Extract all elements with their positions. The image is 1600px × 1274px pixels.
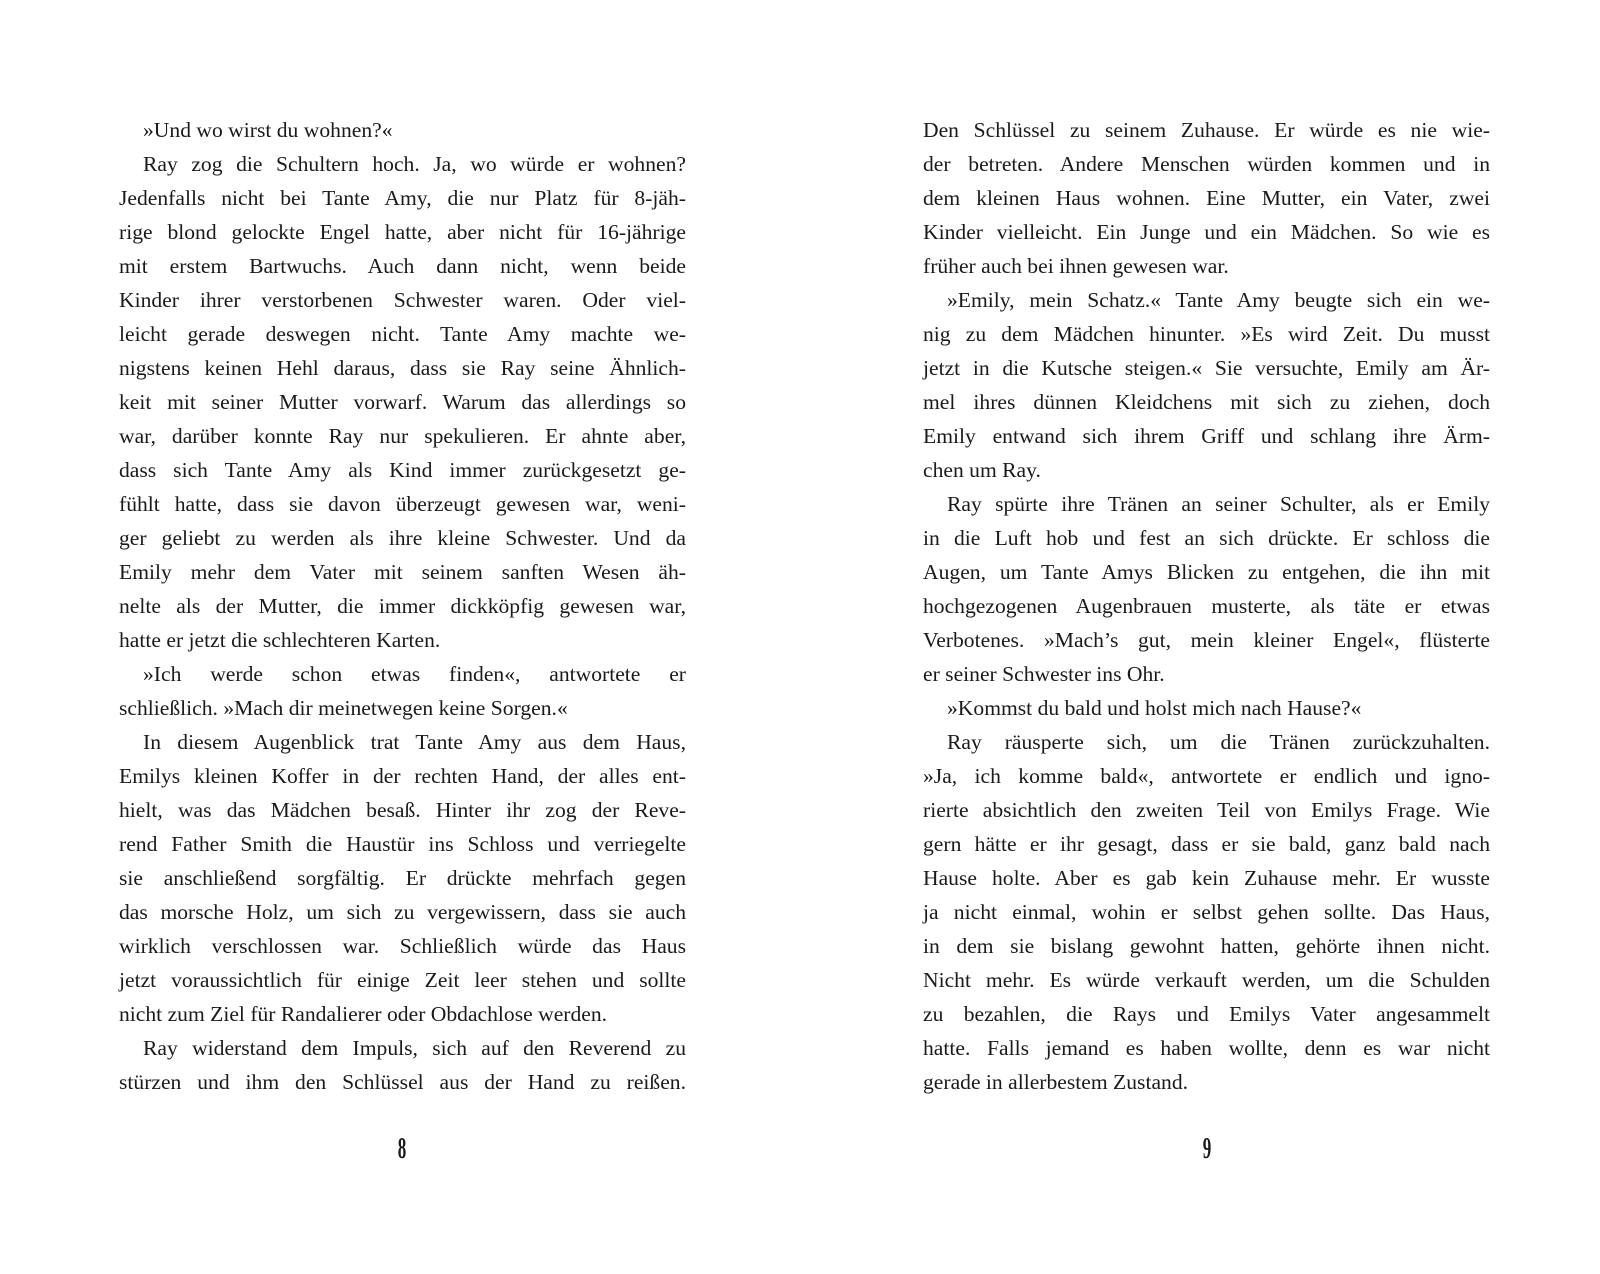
text-line: in die Luft hob und fest an sich drückte. Er schloss die bbox=[923, 526, 1490, 550]
text-line: rend Father Smith die Haustür ins Schloss und verriegelte bbox=[119, 832, 686, 856]
left-page-text bbox=[119, 113, 686, 1099]
text-line: rige blond gelockte Engel hatte, aber nicht für 16-jährige bbox=[119, 220, 686, 244]
text-line: chen um Ray. bbox=[923, 458, 1041, 482]
text-line: hatte. Falls jemand es haben wollte, denn es war nicht bbox=[923, 1036, 1490, 1060]
text-line: nigstens keinen Hehl daraus, dass sie Ray seine Ähnlich- bbox=[119, 356, 686, 380]
left-page-number: 8 bbox=[397, 1130, 407, 1165]
text-line: ja nicht einmal, wohin er selbst gehen sollte. Das Haus, bbox=[923, 900, 1490, 924]
text-line: Emilys kleinen Koffer in der rechten Hand, der alles ent- bbox=[119, 764, 686, 788]
text-line: Ray spürte ihre Tränen an seiner Schulter, als er Emily bbox=[947, 492, 1490, 516]
text-line: zu bezahlen, die Rays und Emilys Vater angesammelt bbox=[923, 1002, 1490, 1026]
text-line: der betreten. Andere Menschen würden kommen und in bbox=[923, 152, 1490, 176]
text-line: Kinder vielleicht. Ein Junge und ein Mädchen. So wie es bbox=[923, 220, 1490, 244]
text-line: stürzen und ihm den Schlüssel aus der Hand zu reißen. bbox=[119, 1070, 686, 1094]
text-line: gern hätte er ihr gesagt, dass er sie bald, ganz bald nach bbox=[923, 832, 1490, 856]
text-line: »Ja, ich komme bald«, antwortete er endlich und igno- bbox=[923, 764, 1490, 788]
text-line: Nicht mehr. Es würde verkauft werden, um die Schulden bbox=[923, 968, 1490, 992]
text-line: jetzt in die Kutsche steigen.« Sie versuchte, Emily am Är- bbox=[923, 356, 1490, 380]
text-line: Ray widerstand dem Impuls, sich auf den Reverend zu bbox=[143, 1036, 686, 1060]
text-line: mel ihres dünnen Kleidchens mit sich zu ziehen, doch bbox=[923, 390, 1490, 414]
text-line: »Emily, mein Schatz.« Tante Amy beugte sich ein we- bbox=[947, 288, 1490, 312]
text-line: dass sich Tante Amy als Kind immer zurückgesetzt ge- bbox=[119, 458, 686, 482]
right-page-number: 9 bbox=[1202, 1130, 1212, 1165]
text-line: früher auch bei ihnen gewesen war. bbox=[923, 254, 1229, 278]
text-line: in dem sie bislang gewohnt hatten, gehörte ihnen nicht. bbox=[923, 934, 1490, 958]
text-line: Emily mehr dem Vater mit seinem sanften Wesen äh- bbox=[119, 560, 686, 584]
text-line: hochgezogenen Augenbrauen musterte, als täte er etwas bbox=[923, 594, 1490, 618]
text-line: Ray räusperte sich, um die Tränen zurückzuhalten. bbox=[947, 730, 1490, 754]
text-line: das morsche Holz, um sich zu vergewissern, dass sie auch bbox=[119, 900, 686, 924]
right-page-text bbox=[923, 113, 1490, 1099]
text-line: wirklich verschlossen war. Schließlich würde das Haus bbox=[119, 934, 686, 958]
text-line: jetzt voraussichtlich für einige Zeit leer stehen und sollte bbox=[119, 968, 686, 992]
text-line: Jedenfalls nicht bei Tante Amy, die nur Platz für 8-jäh- bbox=[119, 186, 686, 210]
text-line: mit erstem Bartwuchs. Auch dann nicht, wenn beide bbox=[119, 254, 686, 278]
text-line: Ray zog die Schultern hoch. Ja, wo würde er wohnen? bbox=[143, 152, 686, 176]
text-line: keit mit seiner Mutter vorwarf. Warum das allerdings so bbox=[119, 390, 686, 414]
text-line: Den Schlüssel zu seinem Zuhause. Er würde es nie wie- bbox=[923, 118, 1490, 142]
text-line: nelte als der Mutter, die immer dickköpfig gewesen war, bbox=[119, 594, 686, 618]
text-line: »Ich werde schon etwas finden«, antwortete er bbox=[143, 662, 686, 686]
text-line: Verbotenes. »Mach’s gut, mein kleiner Engel«, flüsterte bbox=[923, 628, 1490, 652]
text-line: schließlich. »Mach dir meinetwegen keine Sorgen.« bbox=[119, 696, 568, 720]
text-line: hielt, was das Mädchen besaß. Hinter ihr zog der Reve- bbox=[119, 798, 686, 822]
text-line: nicht zum Ziel für Randalierer oder Obdachlose werden. bbox=[119, 1002, 608, 1026]
text-line: gerade in allerbestem Zustand. bbox=[923, 1070, 1189, 1094]
text-line: dem kleinen Haus wohnen. Eine Mutter, ein Vater, zwei bbox=[923, 186, 1490, 210]
text-line: hatte er jetzt die schlechteren Karten. bbox=[119, 628, 441, 652]
text-line: fühlt hatte, dass sie davon überzeugt gewesen war, weni- bbox=[119, 492, 686, 516]
text-line: Kinder ihrer verstorbenen Schwester waren. Oder viel- bbox=[119, 288, 686, 312]
text-line: nig zu dem Mädchen hinunter. »Es wird Zeit. Du musst bbox=[923, 322, 1490, 346]
text-line: »Und wo wirst du wohnen?« bbox=[143, 118, 393, 142]
text-line: Hause holte. Aber es gab kein Zuhause mehr. Er wusste bbox=[923, 866, 1490, 890]
text-line: ger geliebt zu werden als ihre kleine Schwester. Und da bbox=[119, 526, 686, 550]
text-line: sie anschließend sorgfältig. Er drückte mehrfach gegen bbox=[119, 866, 686, 890]
text-line: er seiner Schwester ins Ohr. bbox=[923, 662, 1165, 686]
text-line: Augen, um Tante Amys Blicken zu entgehen, die ihn mit bbox=[923, 560, 1490, 584]
text-line: »Kommst du bald und holst mich nach Hause?« bbox=[947, 696, 1362, 720]
text-line: leicht gerade deswegen nicht. Tante Amy machte we- bbox=[119, 322, 686, 346]
text-line: rierte absichtlich den zweiten Teil von Emilys Frage. Wie bbox=[923, 798, 1490, 822]
text-line: In diesem Augenblick trat Tante Amy aus dem Haus, bbox=[143, 730, 686, 754]
text-line: Emily entwand sich ihrem Griff und schlang ihre Ärm- bbox=[923, 424, 1490, 448]
text-line: war, darüber konnte Ray nur spekulieren. Er ahnte aber, bbox=[119, 424, 686, 448]
